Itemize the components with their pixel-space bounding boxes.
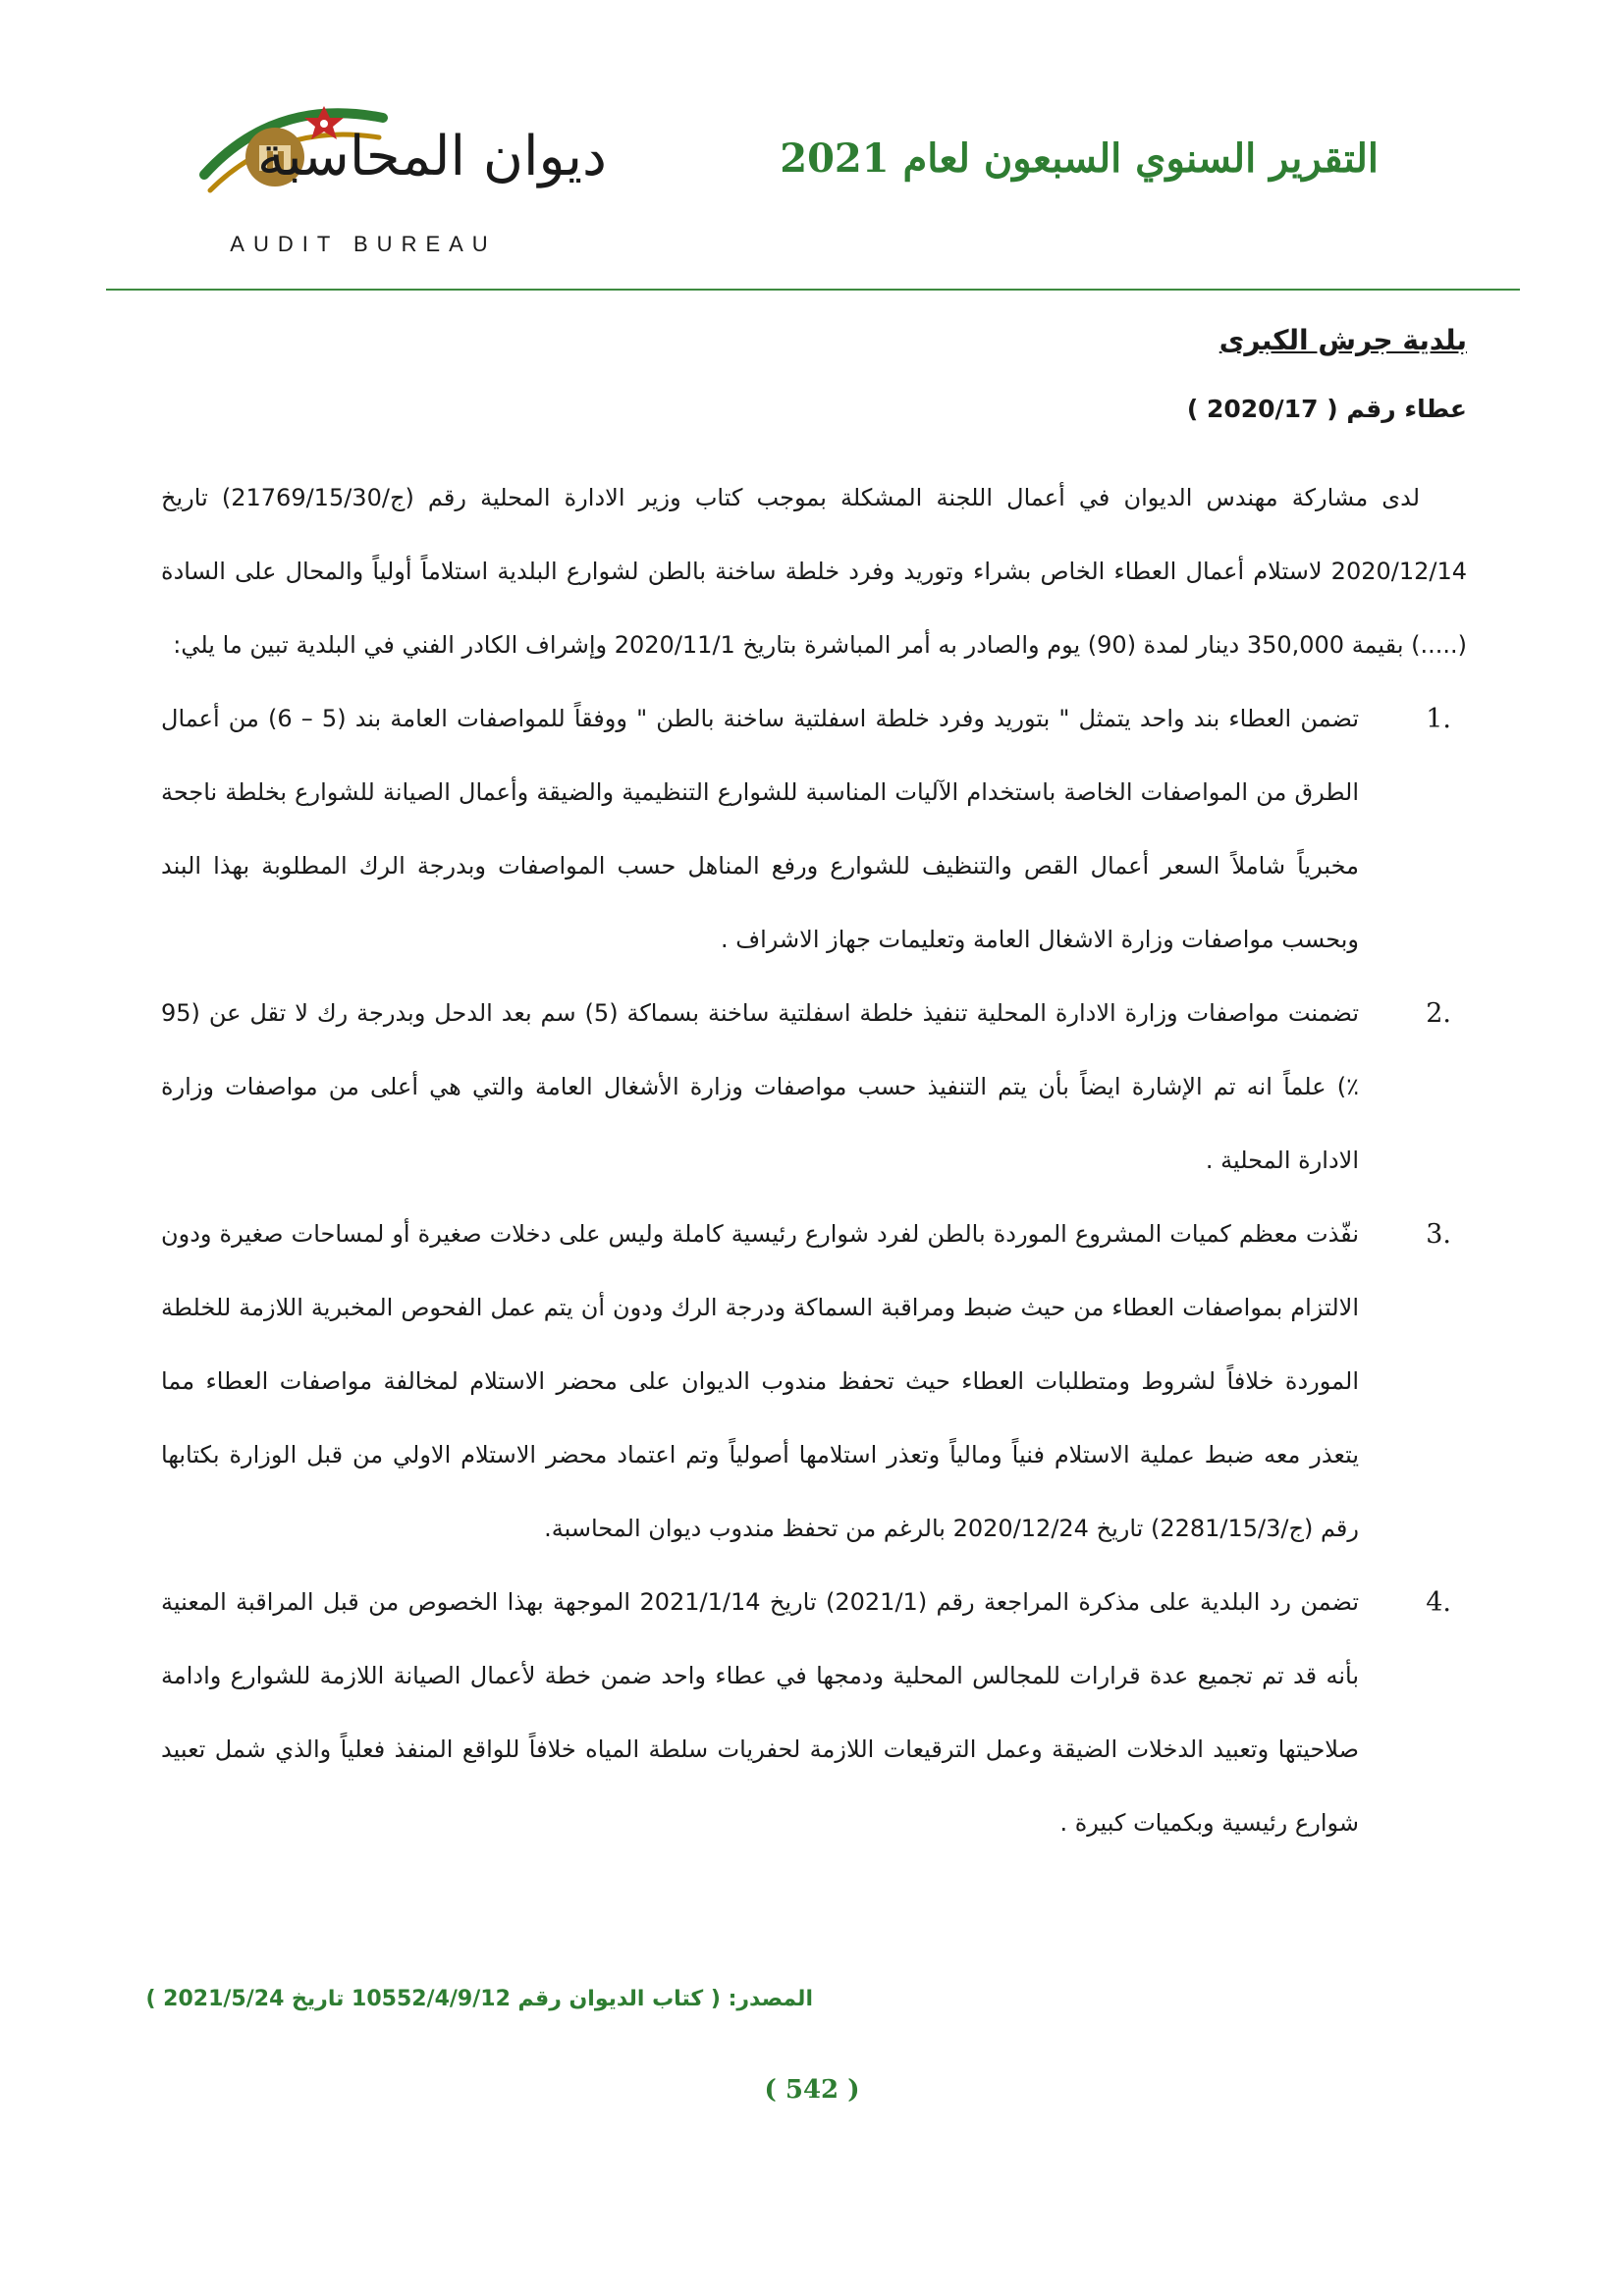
finding-text: تضمن العطاء بند واحد يتمثل " بتوريد وفرد خلطة اسفلتية ساخنة بالطن " ووفقاً للمواصفات العامة بند (5 – 6) من أعمال الطرق من المواصفات الخاصة باستخدام الآليات المناسبة للشوارع التنظيمية والضيقة وأعمال الصيانة للشوارع بخلطة ناجحة مخبرياً شاملاً السعر أعمال القص والتنظيف للشوارع ورفع المناهل حسب المواصفات وبدرجة الرك المطلوبة بهذا البند وبحسب مواصفات وزارة الاشغال العامة وتعليمات جهاز الاشراف . <box>161 705 1359 953</box>
logo-arabic-text: ديوان المحاسبة <box>257 125 607 188</box>
audit-bureau-logo <box>177 27 607 263</box>
report-title: التقرير السنوي السبعون لعام 2021 <box>780 135 1379 182</box>
finding-item <box>161 1198 1467 1566</box>
entity-heading: بلدية جرش الكبرى <box>1218 324 1467 356</box>
finding-number: .2 <box>1426 998 1451 1029</box>
tender-heading: عطاء رقم ( 2020/17 ) <box>1186 395 1467 423</box>
logo-english-text: AUDIT BUREAU <box>230 232 497 256</box>
intro-paragraph: لدى مشاركة مهندس الديوان في أعمال اللجنة المشكلة بموجب كتاب وزير الادارة المحلية رقم (ج/21769/15/30) تاريخ 2020/12/14 لاستلام أعمال العطاء الخاص بشراء وتوريد وفرد خلطة ساخنة بالطن لشوارع البلدية استلاماً أولياً والمحال على السادة (.....) بقيمة 350,000 دينار لمدة (90) يوم والصادر به أمر المباشرة بتاريخ 2020/11/1 وإشراف الكادر الفني في البلدية تبين ما يلي: <box>161 484 1467 659</box>
finding-number: .3 <box>1426 1219 1451 1250</box>
page-number: ( 542 ) <box>764 2075 860 2105</box>
finding-text: نفّذت معظم كميات المشروع الموردة بالطن لفرد شوارع رئيسية كاملة وليس على دخلات صغيرة أو لمساحات صغيرة ودون الالتزام بمواصفات العطاء من حيث ضبط ومراقبة السماكة ودرجة الرك ودون أن يتم عمل الفحوص المخبرية اللازمة للخلطة الموردة خلافاً لشروط ومتطلبات العطاء حيث تحفظ مندوب الديوان على محضر الاستلام لمخالفة مواصفات العطاء مما يتعذر معه ضبط عملية الاستلام فنياً ومالياً وتعذر استلامها أصولياً وتم اعتماد محضر الاستلام الاولي من قبل الوزارة بكتابها رقم (ج/2281/15/3) تاريخ 2020/12/24 بالرغم من تحفظ مندوب ديوان المحاسبة. <box>161 1220 1359 1542</box>
findings-list <box>161 682 1467 1860</box>
finding-item <box>161 682 1467 977</box>
finding-text: تضمن رد البلدية على مذكرة المراجعة رقم (2021/1) تاريخ 2021/1/14 الموجهة بهذا الخصوص من قبل المراقبة المعنية بأنه قد تم تجميع عدة قرارات للمجالس المحلية ودمجها في عطاء واحد ضمن خطة لأعمال الصيانة اللازمة للشوارع وادامة صلاحيتها وتعبيد الدخلات الضيقة وعمل الترقيعات اللازمة لحفريات سلطة المياه خلافاً للواقع المنفذ فعلياً والذي شمل تعبيد شوارع رئيسية وبكميات كبيرة . <box>161 1588 1360 1837</box>
report-body <box>161 461 1467 1860</box>
finding-number: .4 <box>1426 1587 1451 1618</box>
header-divider <box>106 289 1520 291</box>
finding-item <box>161 1566 1467 1860</box>
finding-item <box>161 977 1467 1198</box>
finding-number: .1 <box>1426 704 1451 734</box>
source-citation: المصدر: ( كتاب الديوان رقم 10552/4/9/12 تاريخ 2021/5/24 ) <box>145 1987 813 2011</box>
finding-text: تضمنت مواصفات وزارة الادارة المحلية تنفيذ خلطة اسفلتية ساخنة بسماكة (5) سم بعد الدحل وبدرجة رك لا تقل عن (95 ٪) علماً انه تم الإشارة ايضاً بأن يتم التنفيذ حسب مواصفات وزارة الأشغال العامة والتي هي أعلى من مواصفات وزارة الادارة المحلية . <box>161 999 1360 1174</box>
